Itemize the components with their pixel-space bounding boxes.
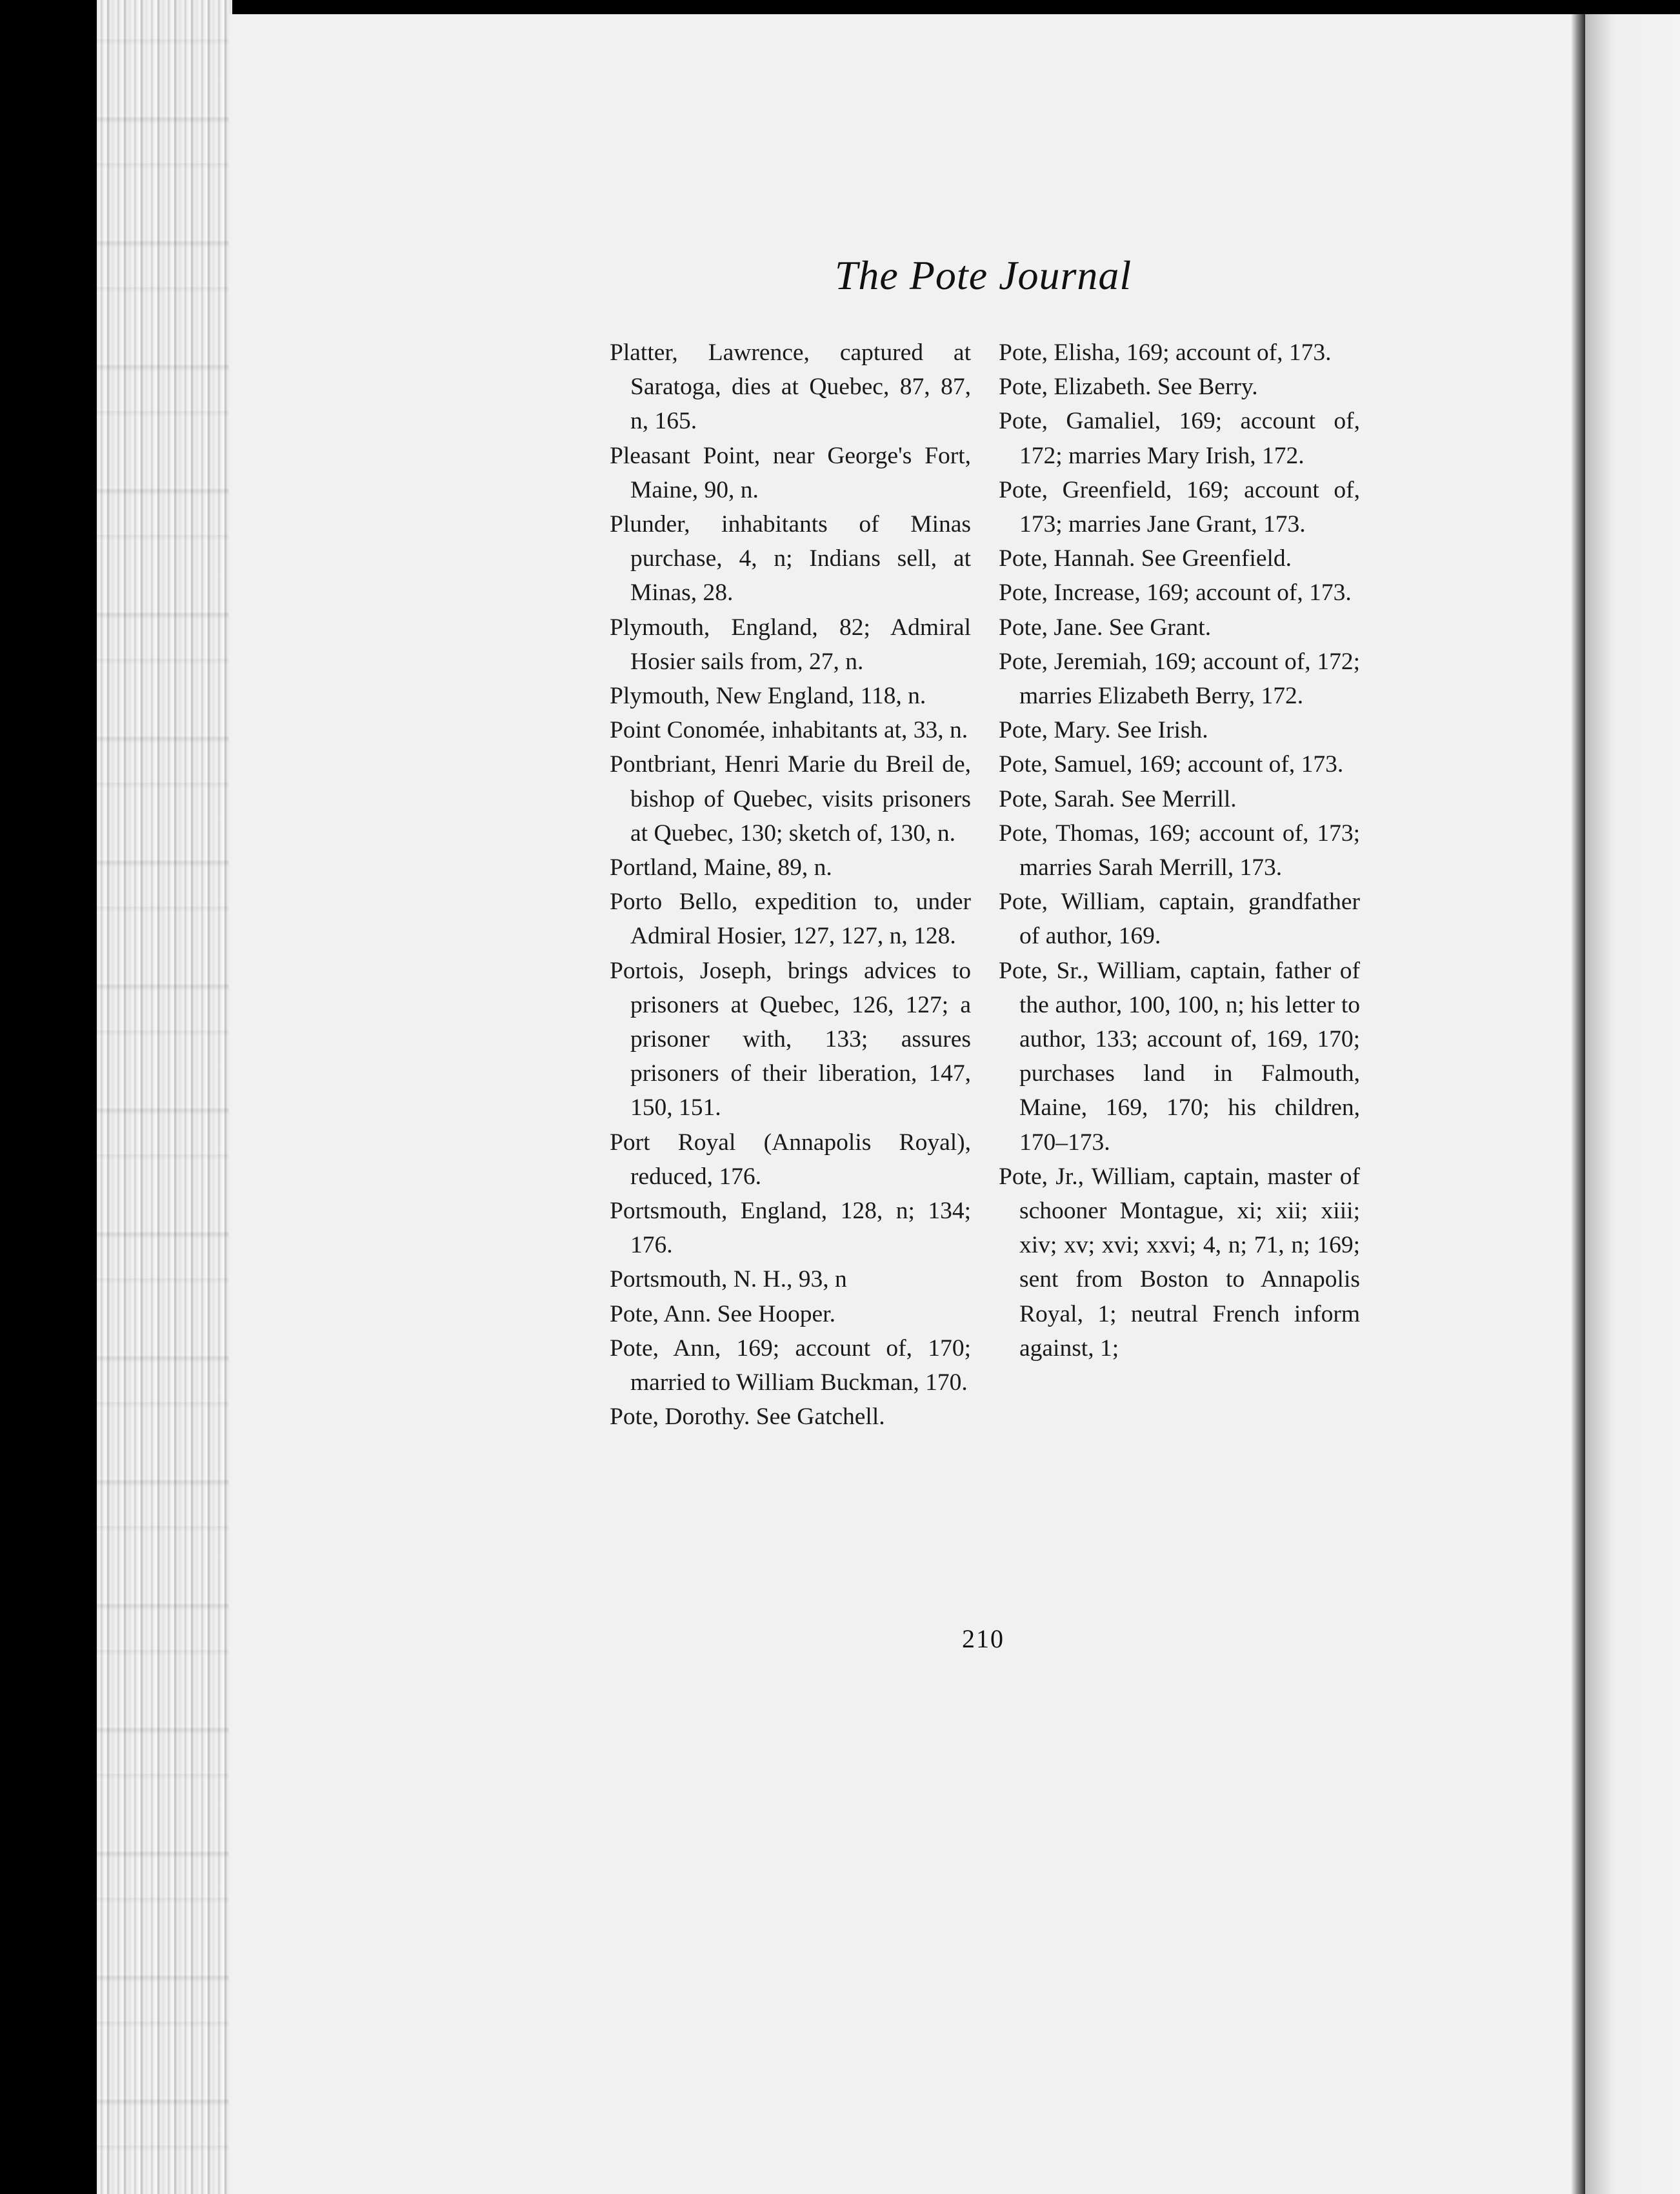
- index-entry: Pote, William, captain, grandfather of author, 169.: [999, 889, 1360, 950]
- index-entry: Pote, Jeremiah, 169; account of, 172; marries Elizabeth Berry, 172.: [999, 648, 1360, 710]
- index-entry: Pote, Sr., William, captain, father of the author, 100, 100, n; his letter to author, 133; account of, 169, 170; purchases land in Falmouth, Maine, 169, 170; his children, 170–173.: [999, 957, 1360, 1156]
- facing-page-edge: [1585, 14, 1680, 2194]
- index-entry: Point Conomée, inhabitants at, 33, n.: [610, 717, 968, 744]
- index-entry: Pote, Hannah. See Greenfield.: [999, 545, 1292, 572]
- page-fore-edge: [97, 0, 232, 2194]
- index-entry: Pote, Greenfield, 169; account of, 173; marries Jane Grant, 173.: [999, 476, 1360, 538]
- index-entry: Pote, Sarah. See Merrill.: [999, 785, 1237, 812]
- index-entry: Plunder, inhabitants of Minas purchase, 4, n; Indians sell, at Minas, 28.: [610, 511, 971, 607]
- index-entry: Pote, Gamaliel, 169; account of, 172; marries Mary Irish, 172.: [999, 408, 1360, 469]
- index-entry: Pote, Increase, 169; account of, 173.: [999, 579, 1352, 607]
- running-head: The Pote Journal: [834, 252, 1132, 298]
- index-entry: Plymouth, England, 82; Admiral Hosier sails from, 27, n.: [610, 614, 971, 675]
- index-entry: Portsmouth, N. H., 93, n: [610, 1266, 847, 1293]
- index-entry: Pontbriant, Henri Marie du Breil de, bishop of Quebec, visits prisoners at Quebec, 130; sketch of, 130, n.: [610, 751, 971, 847]
- page-gutter-shadow: [1571, 14, 1585, 2194]
- index-entry: Pleasant Point, near George's Fort, Maine, 90, n.: [610, 442, 971, 503]
- index-entry: Pote, Elisha, 169; account of, 173.: [999, 339, 1332, 366]
- index-column-right: [999, 336, 1360, 1365]
- index-entry: Pote, Dorothy. See Gatchell.: [610, 1404, 885, 1431]
- index-entry: Portland, Maine, 89, n.: [610, 854, 832, 881]
- index-entry: Pote, Jr., William, captain, master of schooner Montague, xi; xii; xiii; xiv; xv; xvi; xxvi; 4, n; 71, n; 169; sent from Boston to Annapolis Royal, 1; neutral French inform against, 1;: [999, 1163, 1360, 1362]
- index-entry: Porto Bello, expedition to, under Admiral Hosier, 127, 127, n, 128.: [610, 889, 971, 950]
- index-entry: Plymouth, New England, 118, n.: [610, 683, 926, 710]
- index-entry: Platter, Lawrence, captured at Saratoga, dies at Quebec, 87, 87, n, 165.: [610, 339, 971, 435]
- index-entry: Port Royal (Annapolis Royal), reduced, 176.: [610, 1129, 971, 1190]
- index-entry: Portsmouth, England, 128, n; 134; 176.: [610, 1198, 971, 1259]
- index-entry: Pote, Mary. See Irish.: [999, 717, 1208, 744]
- index-entry: Pote, Ann. See Hooper.: [610, 1300, 835, 1327]
- index-entry: Pote, Jane. See Grant.: [999, 614, 1212, 641]
- index-entry: Pote, Samuel, 169; account of, 173.: [999, 751, 1344, 778]
- index-entry: Pote, Thomas, 169; account of, 173; marries Sarah Merrill, 173.: [999, 820, 1360, 881]
- page-number: 210: [962, 1624, 1005, 1653]
- index-entry: Portois, Joseph, brings advices to prisoners at Quebec, 126, 127; a prisoner with, 133; assures prisoners of their liberation, 147, 150, 151.: [610, 957, 971, 1122]
- index-column-left: [610, 336, 971, 1434]
- index-entry: Pote, Ann, 169; account of, 170; married to William Buckman, 170.: [610, 1334, 971, 1396]
- index-entry: Pote, Elizabeth. See Berry.: [999, 374, 1258, 401]
